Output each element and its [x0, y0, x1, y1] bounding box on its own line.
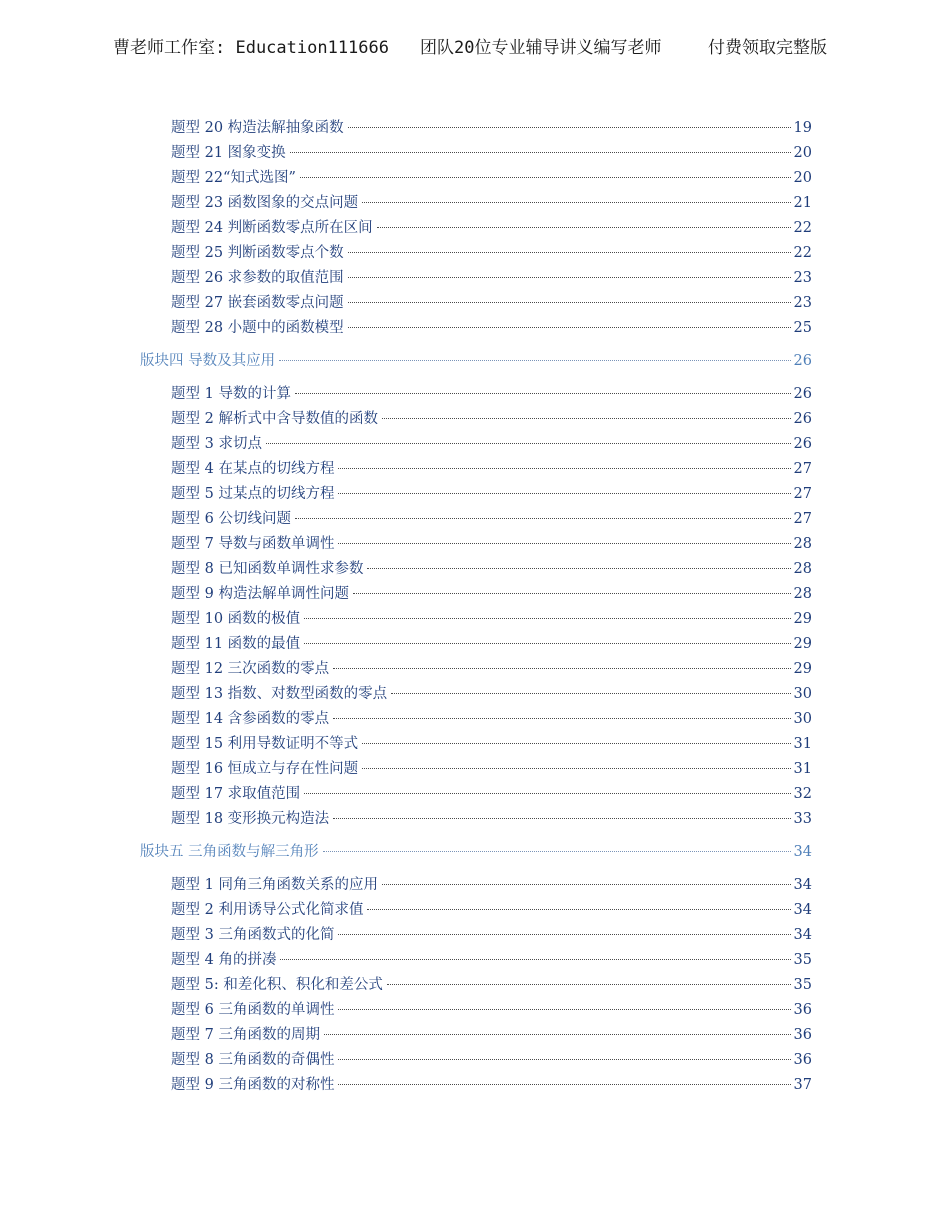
- header-paid-label: 付费领取完整版: [708, 38, 827, 58]
- toc-page-number: 26: [793, 386, 812, 402]
- toc-entry-title: 题型 26 求参数的取值范围: [171, 270, 344, 286]
- toc-page-number: 37: [793, 1077, 812, 1093]
- toc-entry-link[interactable]: [140, 948, 812, 973]
- toc-page-number: 36: [793, 1027, 812, 1043]
- toc-entry-title: 题型 17 求取值范围: [171, 786, 301, 802]
- toc-entry-title: 题型 7 三角函数的周期: [171, 1027, 320, 1043]
- toc-dot-leader: [348, 252, 791, 253]
- toc-page-number: 34: [793, 877, 812, 893]
- toc-page-number: 34: [793, 927, 812, 943]
- toc-page-number: 22: [793, 245, 812, 261]
- toc-page-number: 20: [793, 145, 812, 161]
- toc-dot-leader: [333, 718, 790, 719]
- toc-page-number: 30: [793, 711, 812, 727]
- toc-section-link[interactable]: [140, 840, 812, 865]
- toc-dot-leader: [362, 743, 790, 744]
- toc-entry-link[interactable]: [140, 166, 812, 191]
- toc-entry-link[interactable]: [140, 266, 812, 291]
- toc-entry-link[interactable]: [140, 707, 812, 732]
- toc-entry-title: 题型 1 导数的计算: [171, 386, 291, 402]
- toc-entry-title: 题型 10 函数的极值: [171, 611, 301, 627]
- toc-entry-link[interactable]: [140, 807, 812, 832]
- toc-page-number: 25: [793, 320, 812, 336]
- header-studio-label: 曹老师工作室: Education111666: [113, 38, 389, 58]
- toc-entry-link[interactable]: [140, 191, 812, 216]
- toc-entry-link[interactable]: [140, 216, 812, 241]
- toc-dot-leader: [348, 327, 791, 328]
- toc-page-number: 26: [793, 353, 812, 369]
- toc-entry-link[interactable]: [140, 1023, 812, 1048]
- toc-entry-title: 题型 1 同角三角函数关系的应用: [171, 877, 378, 893]
- toc-dot-leader: [266, 443, 791, 444]
- toc-entry-title: 题型 5 过某点的切线方程: [171, 486, 335, 502]
- toc-dot-leader: [391, 693, 790, 694]
- toc-page-number: 26: [793, 436, 812, 452]
- toc-dot-leader: [304, 618, 790, 619]
- toc-entry-title: 题型 8 已知函数单调性求参数: [171, 561, 364, 577]
- toc-dot-leader: [382, 884, 791, 885]
- toc-dot-leader: [367, 568, 790, 569]
- toc-page-number: 26: [793, 411, 812, 427]
- toc-entry-title: 题型 23 函数图象的交点问题: [171, 195, 359, 211]
- toc-entry-title: 题型 15 利用导数证明不等式: [171, 736, 359, 752]
- toc-entry-title: 题型 9 构造法解单调性问题: [171, 586, 349, 602]
- toc-entry-link[interactable]: [140, 141, 812, 166]
- toc-page-number: 31: [793, 761, 812, 777]
- toc-entry-link[interactable]: [140, 407, 812, 432]
- toc-entry-link[interactable]: [140, 657, 812, 682]
- toc-page-number: 29: [793, 661, 812, 677]
- toc-entry-link[interactable]: [140, 732, 812, 757]
- toc-entry-title: 题型 27 嵌套函数零点问题: [171, 295, 344, 311]
- toc-dot-leader: [304, 793, 790, 794]
- toc-entry-title: 版块五 三角函数与解三角形: [140, 844, 319, 860]
- toc-entry-link[interactable]: [140, 457, 812, 482]
- toc-entry-title: 题型 2 解析式中含导数值的函数: [171, 411, 378, 427]
- toc-dot-leader: [348, 127, 791, 128]
- toc-dot-leader: [279, 360, 790, 361]
- toc-section-link[interactable]: [140, 349, 812, 374]
- toc-dot-leader: [377, 227, 791, 228]
- toc-dot-leader: [300, 177, 791, 178]
- toc-entry-link[interactable]: [140, 116, 812, 141]
- toc-page-number: 28: [793, 536, 812, 552]
- toc-entry-link[interactable]: [140, 432, 812, 457]
- toc-entry-title: 题型 5: 和差化积、积化和差公式: [171, 977, 383, 993]
- toc-entry-title: 题型 3 三角函数式的化简: [171, 927, 335, 943]
- toc-page-number: 23: [793, 295, 812, 311]
- toc-page-number: 34: [793, 902, 812, 918]
- toc-entry-title: 题型 4 在某点的切线方程: [171, 461, 335, 477]
- toc-dot-leader: [348, 302, 791, 303]
- toc-entry-title: 题型 16 恒成立与存在性问题: [171, 761, 359, 777]
- toc-dot-leader: [387, 984, 791, 985]
- toc-entry-title: 题型 9 三角函数的对称性: [171, 1077, 335, 1093]
- toc-entry-link[interactable]: [140, 532, 812, 557]
- toc-dot-leader: [338, 1059, 790, 1060]
- toc-page-number: 27: [793, 486, 812, 502]
- toc-page-number: 31: [793, 736, 812, 752]
- toc-entry-link[interactable]: [140, 782, 812, 807]
- toc-entry-link[interactable]: [140, 316, 812, 341]
- toc-page-number: 23: [793, 270, 812, 286]
- toc-dot-leader: [353, 593, 791, 594]
- toc-dot-leader: [367, 909, 790, 910]
- toc-dot-leader: [280, 959, 790, 960]
- toc-page-number: 33: [793, 811, 812, 827]
- toc-entry-link[interactable]: [140, 582, 812, 607]
- toc-dot-leader: [295, 518, 791, 519]
- toc-entry-title: 题型 12 三次函数的零点: [171, 661, 330, 677]
- toc-entry-link[interactable]: [140, 291, 812, 316]
- toc-page-number: 21: [793, 195, 812, 211]
- toc-page-number: 22: [793, 220, 812, 236]
- toc-page-number: 35: [793, 952, 812, 968]
- toc-entry-title: 题型 3 求切点: [171, 436, 262, 452]
- toc-dot-leader: [295, 393, 791, 394]
- toc-page-number: 28: [793, 561, 812, 577]
- toc-dot-leader: [362, 202, 790, 203]
- toc-entry-link[interactable]: [140, 873, 812, 898]
- toc-dot-leader: [338, 1009, 790, 1010]
- toc-page-number: 19: [793, 120, 812, 136]
- page-header: [0, 33, 950, 57]
- toc-entry-link[interactable]: [140, 482, 812, 507]
- toc-dot-leader: [324, 1034, 791, 1035]
- toc-page-number: 36: [793, 1002, 812, 1018]
- toc-entry-title: 版块四 导数及其应用: [140, 353, 276, 369]
- toc-entry-link[interactable]: [140, 923, 812, 948]
- toc-dot-leader: [348, 277, 791, 278]
- header-team-label: 团队20位专业辅导讲义编写老师: [420, 38, 662, 58]
- toc-entry-title: 题型 8 三角函数的奇偶性: [171, 1052, 335, 1068]
- table-of-contents: [140, 116, 812, 1098]
- toc-page-number: 35: [793, 977, 812, 993]
- toc-entry-title: 题型 2 利用诱导公式化简求值: [171, 902, 364, 918]
- toc-dot-leader: [382, 418, 791, 419]
- toc-entry-title: 题型 13 指数、对数型函数的零点: [171, 686, 388, 702]
- toc-entry-title: 题型 24 判断函数零点所在区间: [171, 220, 373, 236]
- toc-entry-title: 题型 11 函数的最值: [171, 636, 301, 652]
- toc-page-number: 32: [793, 786, 812, 802]
- toc-entry-link[interactable]: [140, 898, 812, 923]
- toc-dot-leader: [362, 768, 790, 769]
- toc-entry-link[interactable]: [140, 757, 812, 782]
- toc-entry-link[interactable]: [140, 973, 812, 998]
- toc-dot-leader: [338, 1084, 790, 1085]
- toc-page-number: 29: [793, 636, 812, 652]
- toc-dot-leader: [290, 152, 791, 153]
- toc-dot-leader: [304, 643, 790, 644]
- toc-dot-leader: [338, 468, 790, 469]
- toc-page-number: 34: [793, 844, 812, 860]
- toc-entry-title: 题型 4 角的拼凑: [171, 952, 277, 968]
- toc-entry-link[interactable]: [140, 1073, 812, 1098]
- toc-page-number: 30: [793, 686, 812, 702]
- toc-dot-leader: [323, 851, 791, 852]
- toc-page-number: 27: [793, 461, 812, 477]
- toc-dot-leader: [338, 934, 790, 935]
- toc-page-number: 20: [793, 170, 812, 186]
- toc-entry-link[interactable]: [140, 632, 812, 657]
- toc-entry-title: 题型 28 小题中的函数模型: [171, 320, 344, 336]
- toc-page-number: 36: [793, 1052, 812, 1068]
- toc-dot-leader: [338, 543, 790, 544]
- toc-entry-title: 题型 6 三角函数的单调性: [171, 1002, 335, 1018]
- toc-dot-leader: [338, 493, 790, 494]
- toc-entry-title: 题型 7 导数与函数单调性: [171, 536, 335, 552]
- toc-entry-link[interactable]: [140, 382, 812, 407]
- toc-entry-title: 题型 20 构造法解抽象函数: [171, 120, 344, 136]
- toc-entry-link[interactable]: [140, 682, 812, 707]
- toc-dot-leader: [333, 668, 790, 669]
- toc-page-number: 27: [793, 511, 812, 527]
- toc-entry-title: 题型 22“知式选图”: [171, 170, 296, 186]
- toc-page-number: 29: [793, 611, 812, 627]
- toc-entry-title: 题型 6 公切线问题: [171, 511, 291, 527]
- toc-entry-title: 题型 18 变形换元构造法: [171, 811, 330, 827]
- toc-entry-link[interactable]: [140, 507, 812, 532]
- toc-entry-title: 题型 21 图象变换: [171, 145, 286, 161]
- toc-entry-link[interactable]: [140, 607, 812, 632]
- toc-entry-link[interactable]: [140, 1048, 812, 1073]
- toc-entry-title: 题型 25 判断函数零点个数: [171, 245, 344, 261]
- toc-entry-link[interactable]: [140, 241, 812, 266]
- toc-entry-link[interactable]: [140, 557, 812, 582]
- toc-entry-title: 题型 14 含参函数的零点: [171, 711, 330, 727]
- toc-entry-link[interactable]: [140, 998, 812, 1023]
- toc-dot-leader: [333, 818, 790, 819]
- toc-page-number: 28: [793, 586, 812, 602]
